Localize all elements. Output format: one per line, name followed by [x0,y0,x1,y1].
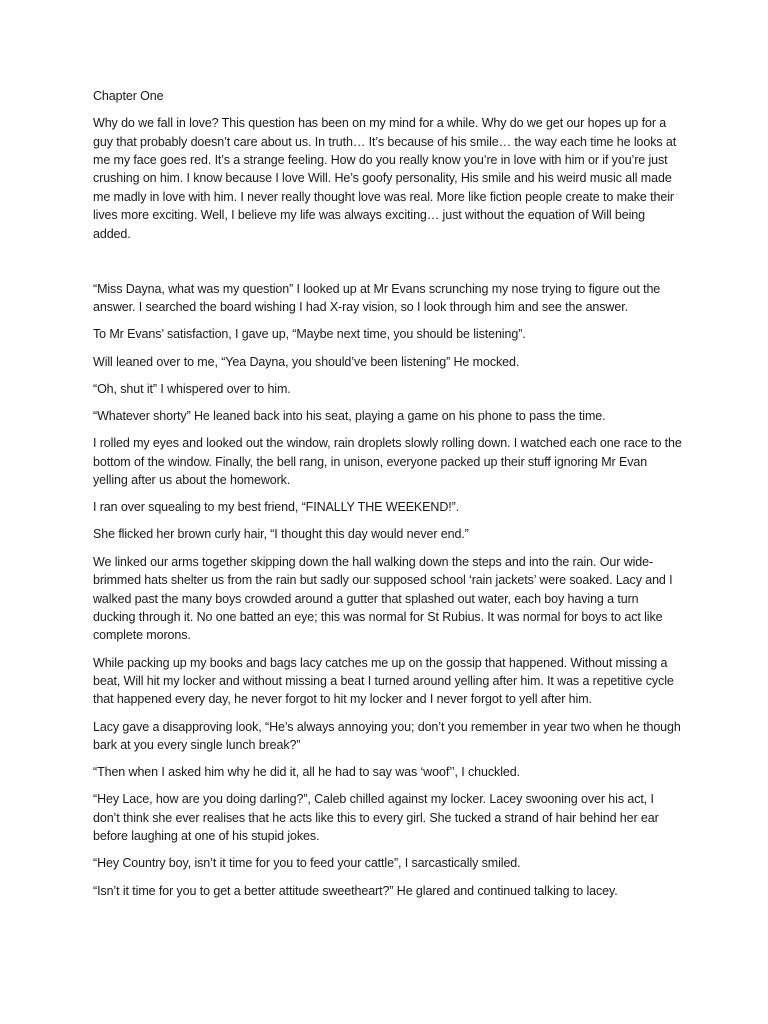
document-body [93,87,683,909]
paragraph: “Hey Country boy, isn’t it time for you to feed your cattle”, I sarcastically smiled. [93,856,521,871]
paragraph: “Oh, shut it” I whispered over to him. [93,381,291,396]
paragraph: “Then when I asked him why he did it, all he had to say was ‘woof’’, I chuckled. [93,765,520,780]
paragraph: While packing up my books and bags lacy catches me up on the gossip that happened. Without missing a beat, Will hit my locker and without missing a beat I turned around yelling after him. It was a repetitive cycle that happened every day, he never forgot to hit my locker and I never forgot to yell after him. [93,655,674,707]
paragraph: “Miss Dayna, what was my question” I looked up at Mr Evans scrunching my nose trying to figure out the answer. I searched the board wishing I had X-ray vision, so I look through him and see the answer. [93,281,661,315]
paragraph: We linked our arms together skipping down the hall walking down the steps and into the rain. Our wide-brimmed hats shelter us from the rain but sadly our supposed school ‘rain jackets’ were soaked. Lacy and I walked past the many boys crowded around a gutter that splashed out water, each boy having a turn ducking through it. No one batted an eye; this was normal for St Rubius. It was normal for boys to act like complete morons. [93,554,673,643]
paragraph: I rolled my eyes and looked out the window, rain droplets slowly rolling down. I watched each one race to the bottom of the window. Finally, the bell rang, in unison, everyone packed up their stuff ignoring Mr Evan yelling after us about the homework. [93,436,682,488]
paragraph: Will leaned over to me, “Yea Dayna, you should’ve been listening” He mocked. [93,354,520,369]
paragraph: “Whatever shorty” He leaned back into his seat, playing a game on his phone to pass the time. [93,409,606,424]
paragraph: Lacy gave a disapproving look, “He’s always annoying you; don’t you remember in year two when he though bark at you every single lunch break?” [93,719,681,752]
paragraph: To Mr Evans’ satisfaction, I gave up, “Maybe next time, you should be listening”. [93,327,526,342]
chapter-title: Chapter One [93,89,164,103]
paragraph: “Hey Lace, how are you doing darling?”, Caleb chilled against my locker. Lacey swooning over his act, I don’t think she ever realises that he acts like this to every girl. She tucked a strand of hair behind her ear before laughing at one of his stupid jokes. [93,792,659,844]
paragraph: She flicked her brown curly hair, “I thought this day would never end.” [93,527,469,542]
scene-break [93,252,683,280]
paragraph: “Isn’t it time for you to get a better attitude sweetheart?” He glared and continued talking to lacey. [93,883,618,898]
paragraph: I ran over squealing to my best friend, “FINALLY THE WEEKEND!”. [93,500,460,515]
intro-paragraph: Why do we fall in love? This question has been on my mind for a while. Why do we get our hopes up for a guy that probably doesn’t care about us. In truth… It’s because of his smile… the way each time he looks at me my face goes red. It’s a strange feeling. How do you really know you’re in love with him or if you’re just crushing on him. I know because I love Will. He’s goofy personality, His smile and his weird music all made me madly in love with him. I never really thought love was real. More like fiction people create to make their lives more exciting. Well, I believe my life was always exciting… just without the equation of Will being added. [93,116,677,241]
